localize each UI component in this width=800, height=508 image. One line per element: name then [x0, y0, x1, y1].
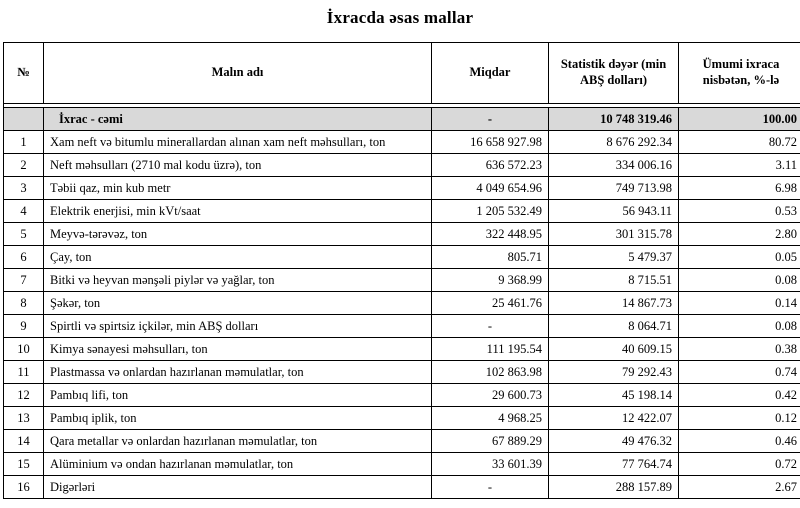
cell-name: Elektrik enerjisi, min kVt/saat — [44, 200, 432, 223]
table-row — [4, 177, 800, 200]
cell-no: 10 — [4, 338, 44, 361]
cell-name: Pambıq iplik, ton — [44, 407, 432, 430]
table-row — [4, 292, 800, 315]
header-name: Malın adı — [44, 43, 432, 104]
cell-value: 14 867.73 — [549, 292, 679, 315]
cell-quantity: 1 205 532.49 — [432, 200, 549, 223]
cell-value: 8 676 292.34 — [549, 131, 679, 154]
table-row — [4, 361, 800, 384]
header-no: № — [4, 43, 44, 104]
cell-value: 49 476.32 — [549, 430, 679, 453]
cell-no: 2 — [4, 154, 44, 177]
cell-no: 5 — [4, 223, 44, 246]
table-row — [4, 384, 800, 407]
table-row — [4, 315, 800, 338]
cell-name: Təbii qaz, min kub metr — [44, 177, 432, 200]
cell-quantity: 102 863.98 — [432, 361, 549, 384]
cell-quantity: - — [432, 476, 549, 499]
cell-quantity: 16 658 927.98 — [432, 131, 549, 154]
cell-share: 0.38 — [679, 338, 800, 361]
total-cell-name: İxrac - cəmi — [44, 108, 432, 131]
cell-no: 1 — [4, 131, 44, 154]
cell-no: 6 — [4, 246, 44, 269]
cell-name: Meyvə-tərəvəz, ton — [44, 223, 432, 246]
cell-value: 749 713.98 — [549, 177, 679, 200]
total-row — [4, 108, 800, 131]
cell-quantity: 33 601.39 — [432, 453, 549, 476]
cell-name: Neft məhsulları (2710 mal kodu üzrə), ton — [44, 154, 432, 177]
cell-value: 79 292.43 — [549, 361, 679, 384]
cell-share: 0.74 — [679, 361, 800, 384]
cell-name: Çay, ton — [44, 246, 432, 269]
cell-quantity: 636 572.23 — [432, 154, 549, 177]
export-table — [3, 42, 800, 499]
cell-share: 0.14 — [679, 292, 800, 315]
cell-name: Kimya sənayesi məhsulları, ton — [44, 338, 432, 361]
cell-share: 0.08 — [679, 315, 800, 338]
cell-value: 288 157.89 — [549, 476, 679, 499]
cell-no: 8 — [4, 292, 44, 315]
table-row — [4, 430, 800, 453]
cell-quantity: 25 461.76 — [432, 292, 549, 315]
total-cell-no — [4, 108, 44, 131]
page-title: İxracda əsas mallar — [326, 8, 474, 27]
table-row — [4, 338, 800, 361]
header-value: Statistik dəyər (min ABŞ dolları) — [549, 43, 679, 104]
cell-share: 0.08 — [679, 269, 800, 292]
header-share: Ümumi ixraca nisbətən, %-lə — [679, 43, 800, 104]
cell-name: Qara metallar və onlardan hazırlanan məmulatlar, ton — [44, 430, 432, 453]
cell-value: 5 479.37 — [549, 246, 679, 269]
cell-quantity: 67 889.29 — [432, 430, 549, 453]
table-body — [4, 104, 800, 499]
header-qty: Miqdar — [432, 43, 549, 104]
cell-value: 12 422.07 — [549, 407, 679, 430]
cell-share: 0.72 — [679, 453, 800, 476]
cell-share: 2.67 — [679, 476, 800, 499]
table-row — [4, 200, 800, 223]
cell-name: Şəkər, ton — [44, 292, 432, 315]
cell-no: 11 — [4, 361, 44, 384]
cell-value: 301 315.78 — [549, 223, 679, 246]
table-row — [4, 269, 800, 292]
cell-name: Plastmassa və onlardan hazırlanan məmulatlar, ton — [44, 361, 432, 384]
cell-name: Digərləri — [44, 476, 432, 499]
table-row — [4, 407, 800, 430]
table-row — [4, 154, 800, 177]
cell-value: 8 715.51 — [549, 269, 679, 292]
cell-share: 80.72 — [679, 131, 800, 154]
cell-no: 7 — [4, 269, 44, 292]
cell-share: 0.53 — [679, 200, 800, 223]
table-row — [4, 476, 800, 499]
cell-value: 40 609.15 — [549, 338, 679, 361]
cell-no: 9 — [4, 315, 44, 338]
table-header-row — [4, 43, 800, 104]
cell-quantity: 4 049 654.96 — [432, 177, 549, 200]
cell-quantity: 4 968.25 — [432, 407, 549, 430]
table-row — [4, 223, 800, 246]
cell-quantity: 9 368.99 — [432, 269, 549, 292]
cell-share: 6.98 — [679, 177, 800, 200]
table-row — [4, 453, 800, 476]
cell-quantity: - — [432, 315, 549, 338]
cell-share: 0.05 — [679, 246, 800, 269]
total-cell-value: 10 748 319.46 — [549, 108, 679, 131]
cell-no: 3 — [4, 177, 44, 200]
cell-value: 334 006.16 — [549, 154, 679, 177]
cell-value: 8 064.71 — [549, 315, 679, 338]
cell-share: 0.42 — [679, 384, 800, 407]
cell-name: Pambıq lifi, ton — [44, 384, 432, 407]
cell-no: 12 — [4, 384, 44, 407]
total-cell-share: 100.00 — [679, 108, 800, 131]
cell-quantity: 111 195.54 — [432, 338, 549, 361]
cell-share: 0.12 — [679, 407, 800, 430]
cell-no: 16 — [4, 476, 44, 499]
cell-name: Bitki və heyvan mənşəli piylər və yağlar, ton — [44, 269, 432, 292]
cell-share: 3.11 — [679, 154, 800, 177]
cell-share: 0.46 — [679, 430, 800, 453]
cell-quantity: 29 600.73 — [432, 384, 549, 407]
cell-quantity: 322 448.95 — [432, 223, 549, 246]
total-cell-quantity: - — [432, 108, 549, 131]
cell-no: 15 — [4, 453, 44, 476]
cell-share: 2.80 — [679, 223, 800, 246]
cell-name: Xam neft və bitumlu minerallardan alınan xam neft məhsulları, ton — [44, 131, 432, 154]
cell-value: 56 943.11 — [549, 200, 679, 223]
cell-name: Spirtli və spirtsiz içkilər, min ABŞ dolları — [44, 315, 432, 338]
cell-no: 14 — [4, 430, 44, 453]
cell-no: 4 — [4, 200, 44, 223]
cell-name: Alüminium və ondan hazırlanan məmulatlar, ton — [44, 453, 432, 476]
cell-value: 77 764.74 — [549, 453, 679, 476]
table-row — [4, 131, 800, 154]
cell-no: 13 — [4, 407, 44, 430]
cell-value: 45 198.14 — [549, 384, 679, 407]
table-row — [4, 246, 800, 269]
cell-quantity: 805.71 — [432, 246, 549, 269]
